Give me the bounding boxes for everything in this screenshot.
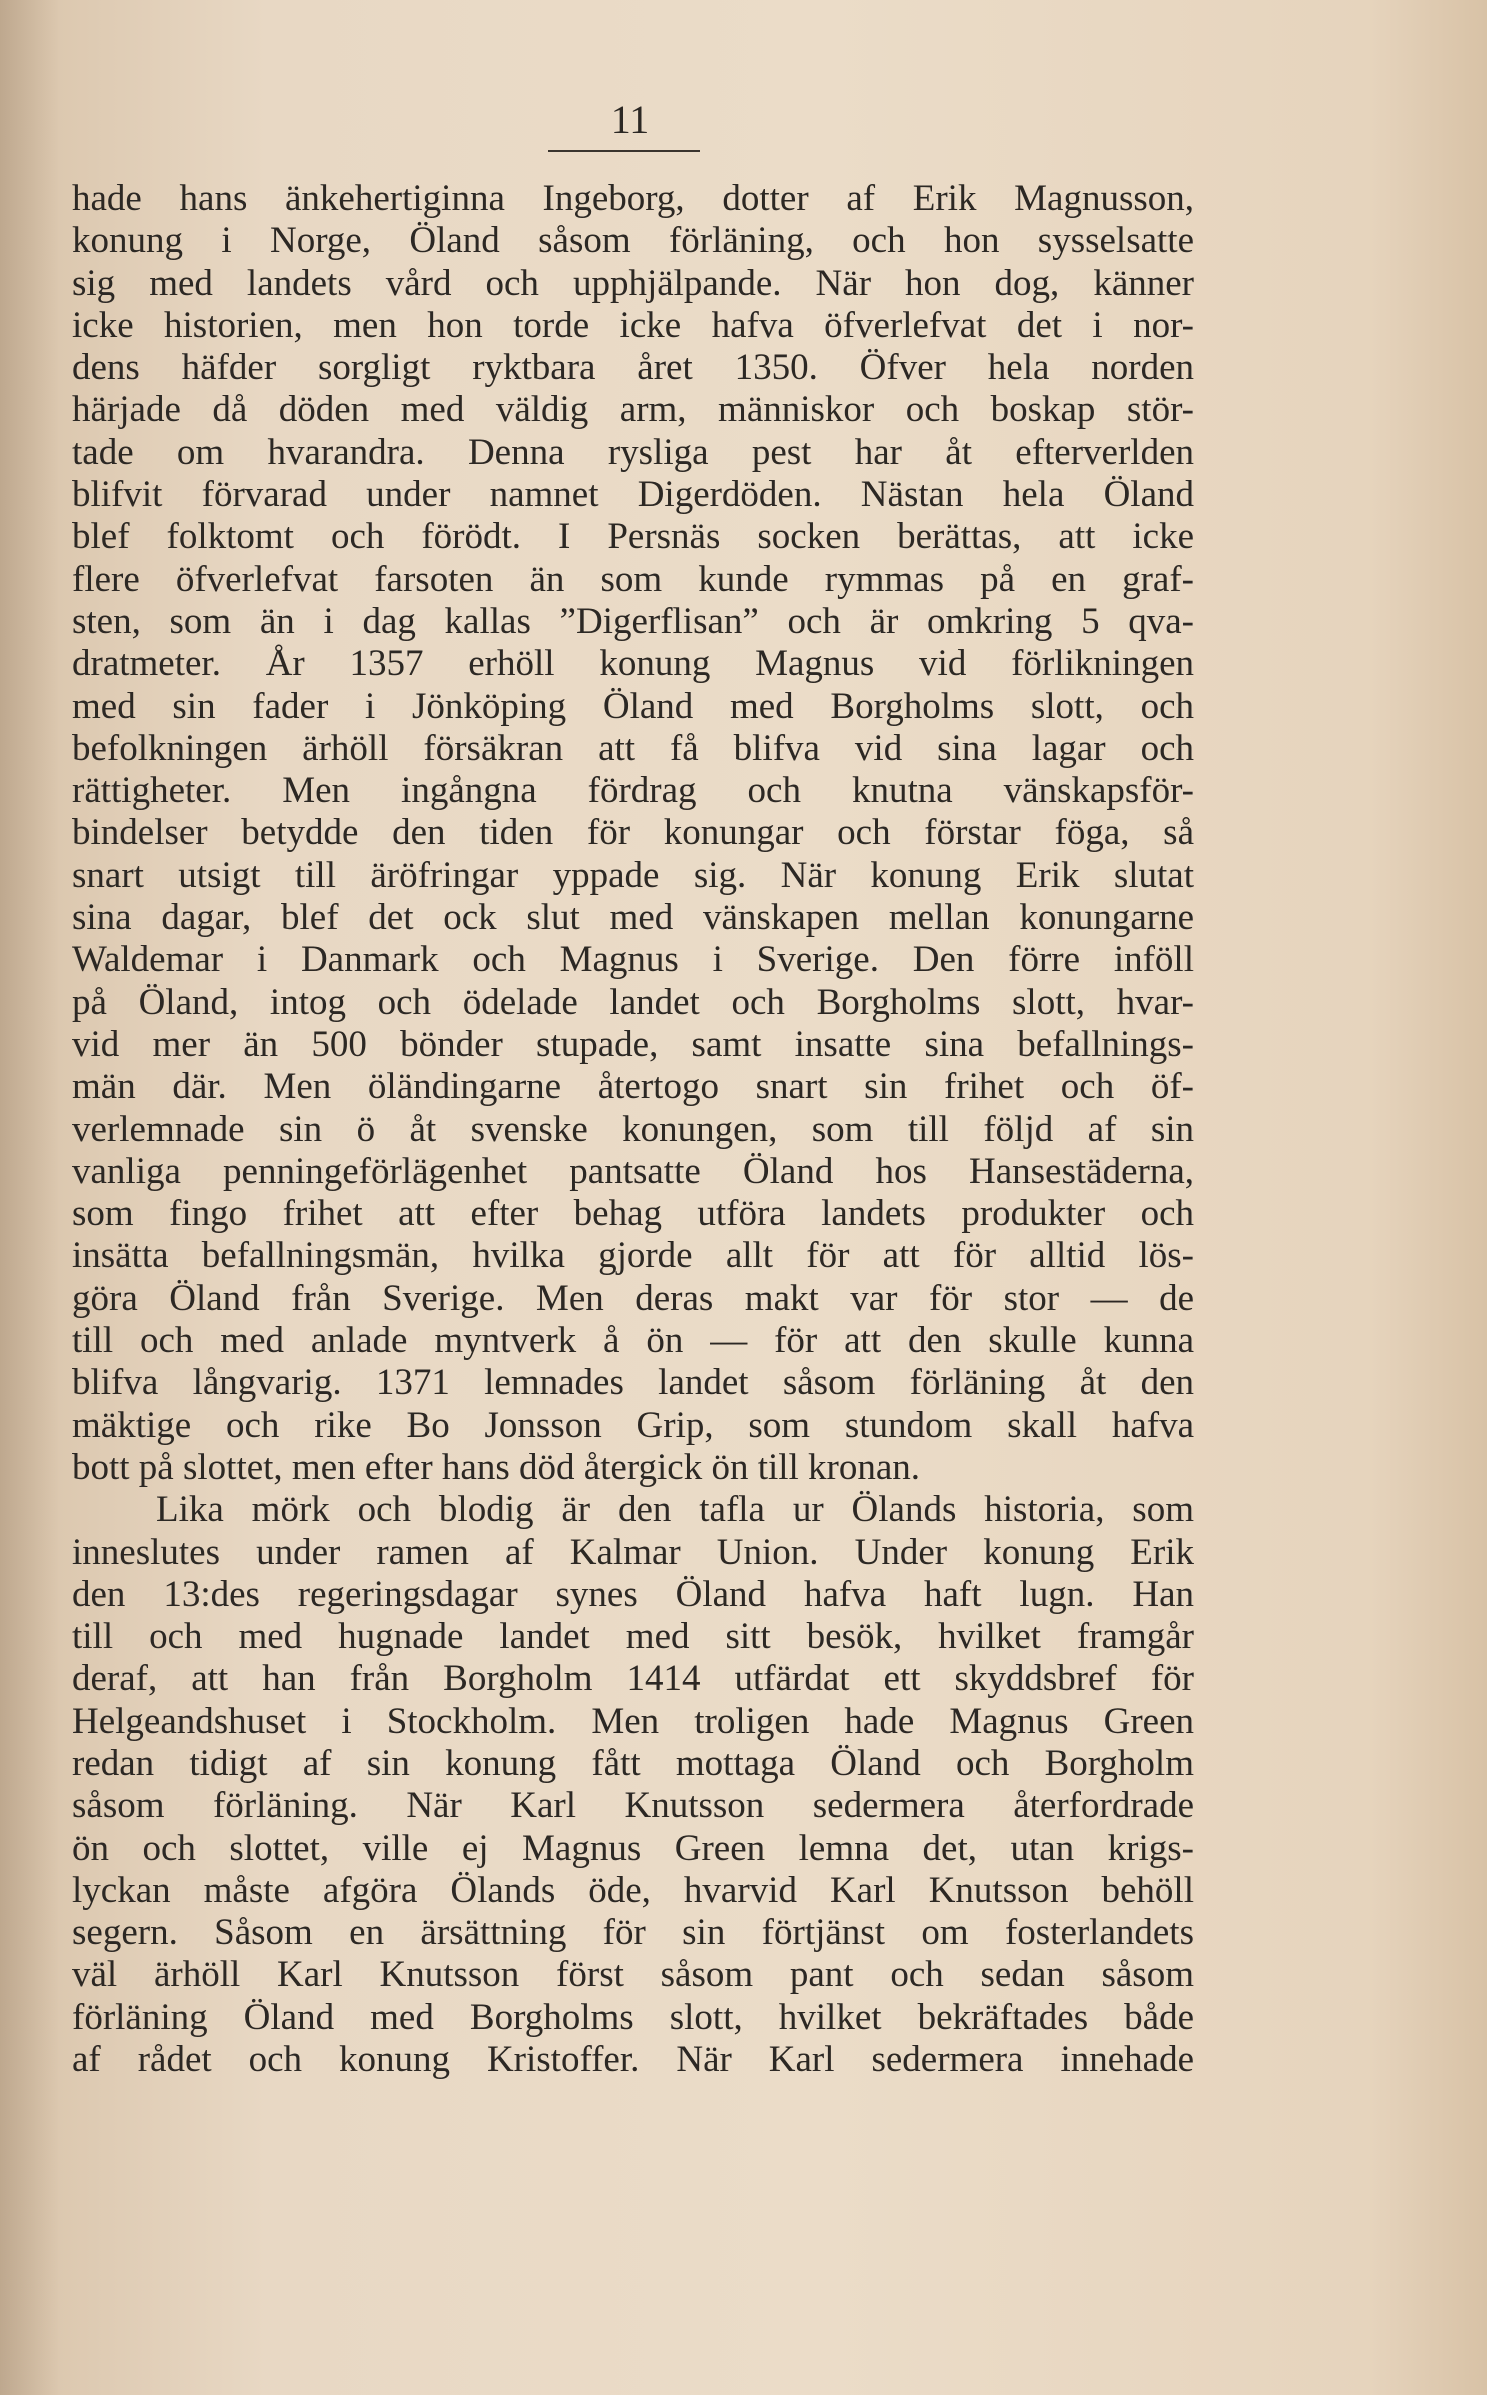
- text-line: som fingo frihet att efter behag utföra landets produkter och: [72, 1193, 1194, 1235]
- text-line: konung i Norge, Öland såsom förläning, och hon sysselsatte: [72, 220, 1194, 262]
- text-line: till och med hugnade landet med sitt besök, hvilket framgår: [72, 1616, 1194, 1658]
- text-line: tade om hvarandra. Denna rysliga pest har åt efterverlden: [72, 431, 1194, 473]
- text-line: dens häfder sorgligt ryktbara året 1350. Öfver hela norden: [72, 347, 1194, 389]
- text-line: segern. Såsom en ärsättning för sin förtjänst om fosterlandets: [72, 1912, 1194, 1954]
- text-line: ön och slottet, ville ej Magnus Green lemna det, utan krigs-: [72, 1827, 1194, 1869]
- text-line: rättigheter. Men ingångna fördrag och knutna vänskapsför-: [72, 770, 1194, 812]
- text-line: sina dagar, blef det ock slut med vänskapen mellan konungarne: [72, 897, 1194, 939]
- paragraph-end-line: bott på slottet, men efter hans död återgick ön till kronan.: [72, 1446, 921, 1488]
- text-line: den 13:des regeringsdagar synes Öland hafva haft lugn. Han: [72, 1573, 1194, 1615]
- text-line: verlemnade sin ö åt svenske konungen, som till följd af sin: [72, 1108, 1194, 1150]
- text-line: deraf, att han från Borgholm 1414 utfärdat ett skyddsbref för: [72, 1658, 1194, 1700]
- page-number-rule: [548, 150, 700, 152]
- text-line: vanliga penningeförlägenhet pantsatte Öland hos Hansestäderna,: [72, 1150, 1194, 1192]
- text-line: förläning Öland med Borgholms slott, hvilket bekräftades både: [72, 1996, 1194, 2038]
- text-line: med sin fader i Jönköping Öland med Borgholms slott, och: [72, 685, 1194, 727]
- body-text: [72, 178, 1194, 2081]
- text-line: redan tidigt af sin konung fått mottaga Öland och Borgholm: [72, 1742, 1194, 1784]
- text-line: härjade då döden med väldig arm, människor och boskap stör-: [72, 389, 1194, 431]
- text-line: flere öfverlefvat farsoten än som kunde rymmas på en graf-: [72, 558, 1194, 600]
- text-line: vid mer än 500 bönder stupade, samt insatte sina befallnings-: [72, 1023, 1194, 1065]
- text-line: göra Öland från Sverige. Men deras makt var för stor — de: [72, 1277, 1194, 1319]
- text-line: sten, som än i dag kallas ”Digerflisan” och är omkring 5 qva-: [72, 600, 1194, 642]
- text-line: snart utsigt till äröfringar yppade sig. När konung Erik slutat: [72, 854, 1194, 896]
- text-line: män där. Men öländingarne återtogo snart sin frihet och öf-: [72, 1066, 1194, 1108]
- text-line: blef folktomt och förödt. I Persnäs socken berättas, att icke: [72, 516, 1194, 558]
- text-line: inneslutes under ramen af Kalmar Union. Under konung Erik: [72, 1531, 1194, 1573]
- text-line: lyckan måste afgöra Ölands öde, hvarvid Karl Knutsson behöll: [72, 1869, 1194, 1911]
- paragraph-start-line: Lika mörk och blodig är den tafla ur Ölands historia, som: [156, 1489, 1194, 1531]
- text-line: insätta befallningsmän, hvilka gjorde allt för att för alltid lös-: [72, 1235, 1194, 1277]
- text-line: på Öland, intog och ödelade landet och Borgholms slott, hvar-: [72, 981, 1194, 1023]
- text-line: blifva långvarig. 1371 lemnades landet såsom förläning åt den: [72, 1362, 1194, 1404]
- text-line: sig med landets vård och upphjälpande. När hon dog, känner: [72, 262, 1194, 304]
- text-line: blifvit förvarad under namnet Digerdöden. Nästan hela Öland: [72, 474, 1194, 516]
- text-line: Helgeandshuset i Stockholm. Men troligen hade Magnus Green: [72, 1700, 1194, 1742]
- text-line: väl ärhöll Karl Knutsson först såsom pant och sedan såsom: [72, 1954, 1194, 1996]
- text-line: såsom förläning. När Karl Knutsson sedermera återfordrade: [72, 1785, 1194, 1827]
- text-line: Waldemar i Danmark och Magnus i Sverige. Den förre inföll: [72, 939, 1194, 981]
- text-line: mäktige och rike Bo Jonsson Grip, som stundom skall hafva: [72, 1404, 1194, 1446]
- text-line: icke historien, men hon torde icke hafva öfverlefvat det i nor-: [72, 304, 1194, 346]
- binding-shadow: [0, 0, 60, 2395]
- text-line: hade hans änkehertiginna Ingeborg, dotter af Erik Magnusson,: [72, 178, 1194, 219]
- page-number: 11: [610, 97, 650, 142]
- text-line: af rådet och konung Kristoffer. När Karl sedermera innehade: [72, 2039, 1194, 2081]
- text-line: dratmeter. År 1357 erhöll konung Magnus vid förlikningen: [72, 643, 1194, 685]
- text-line: till och med anlade myntverk å ön — för att den skulle kunna: [72, 1320, 1194, 1362]
- text-line: bindelser betydde den tiden för konungar och förstar föga, så: [72, 812, 1194, 854]
- text-line: befolkningen ärhöll försäkran att få blifva vid sina lagar och: [72, 727, 1194, 769]
